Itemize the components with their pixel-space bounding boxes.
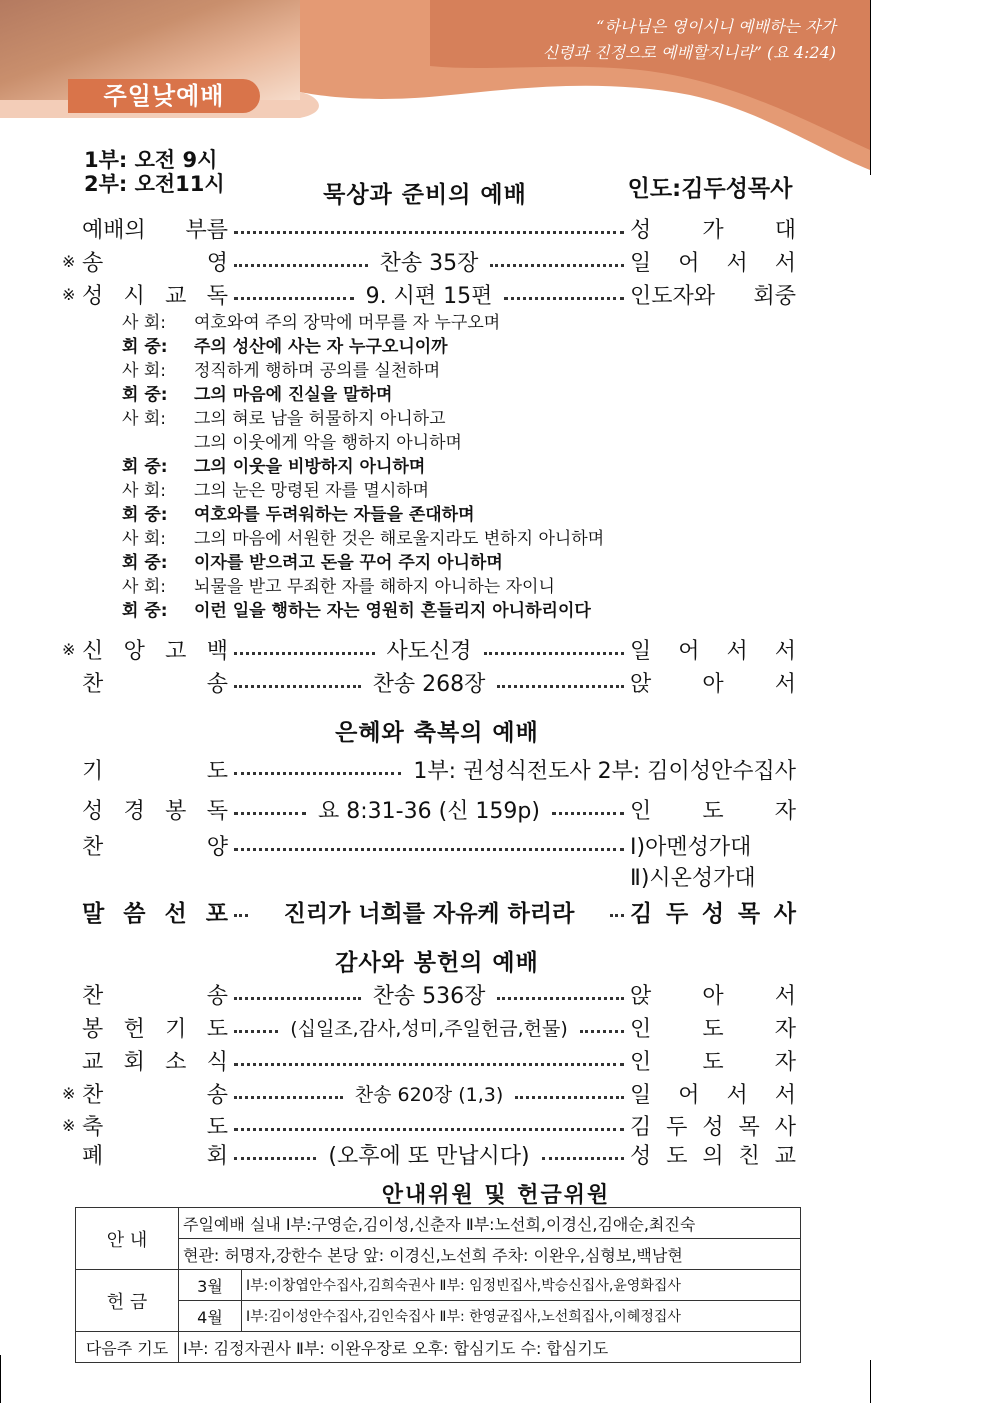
order-label: 찬 양 <box>82 834 228 860</box>
reading-speaker: 사 회: <box>122 313 166 333</box>
reading-line <box>122 431 822 455</box>
order-label: 찬 송 <box>82 1082 228 1108</box>
standing-mark: ※ <box>62 639 76 659</box>
reading-line <box>122 575 822 599</box>
order-right: 인 도 자 <box>630 1049 796 1075</box>
reading-text: 정직하게 행하며 공의를 실천하며 <box>194 361 441 381</box>
reading-speaker: 회 중: <box>122 505 168 525</box>
order-middle: 찬송 35장 <box>379 250 479 276</box>
order-right: 인 도 자 <box>630 798 796 824</box>
order-label: 찬 송 <box>82 671 228 697</box>
leader-dots <box>234 812 306 815</box>
sermon-row <box>62 896 796 926</box>
worship-leader: 인도:김두성목사 <box>627 176 793 202</box>
leader-dots <box>234 1096 343 1099</box>
reading-speaker: 회 중: <box>122 385 168 405</box>
order-label: 교 회 소 식 <box>82 1049 228 1075</box>
guide-label: 안 내 <box>76 1208 179 1270</box>
reading-line <box>122 551 822 575</box>
verse-line: 신령과 진정으로 예배할지니라” (요 4:24) <box>542 43 836 62</box>
standing-mark: ※ <box>62 284 76 304</box>
reading-text: 그의 이웃에게 악을 행하지 아니하며 <box>194 433 462 453</box>
order-middle: 찬송 536장 <box>372 983 486 1009</box>
reading-speaker: 사 회: <box>122 481 166 501</box>
reading-text: 뇌물을 받고 무죄한 자를 해하지 아니하는 자이니 <box>194 577 555 597</box>
order-right: Ⅰ)아멘성가대 <box>630 834 752 860</box>
order-right: 인 도 자 <box>630 1016 796 1042</box>
order-item <box>62 213 796 243</box>
preacher: 김 두 성 목 사 <box>630 900 796 927</box>
order-label: 성 시 교 독 <box>82 283 228 309</box>
order-item <box>62 634 796 664</box>
table-row <box>76 1270 801 1301</box>
leader-dots <box>580 1030 624 1033</box>
order-middle: 요 8:31-36 (신 159p) <box>318 798 540 824</box>
leader-dots <box>234 652 375 655</box>
choir-second: Ⅱ)시온성가대 <box>630 865 756 891</box>
reading-text: 그의 눈은 망령된 자를 멸시하며 <box>194 481 430 501</box>
table-row <box>76 1208 801 1239</box>
order-item <box>62 1139 796 1169</box>
sermon-label: 말 씀 선 포 <box>82 900 228 927</box>
first-service-time: 1부: 오전 9시 <box>84 148 218 172</box>
leader-dots <box>504 297 624 300</box>
order-item <box>62 979 796 1009</box>
reading-line <box>122 479 822 503</box>
order-label: 기 도 <box>82 758 228 784</box>
reading-line <box>122 407 822 431</box>
standing-mark: ※ <box>62 251 76 271</box>
order-right: 성 가 대 <box>630 217 796 243</box>
reading-speaker: 회 중: <box>122 457 168 477</box>
order-item <box>62 794 796 824</box>
reading-speaker: 사 회: <box>122 529 166 549</box>
order-item <box>62 1012 796 1042</box>
leader-dots <box>552 812 624 815</box>
reading-speaker: 사 회: <box>122 577 166 597</box>
next-prayer-label: 다음주 기도 <box>76 1332 179 1363</box>
order-item <box>62 1110 796 1140</box>
order-item <box>62 830 796 860</box>
order-right: 일 어 서 서 <box>630 250 796 276</box>
table-row <box>76 1239 801 1270</box>
order-middle: 9. 시편 15편 <box>365 283 493 309</box>
leader-dots <box>234 264 368 267</box>
reading-text: 주의 성산에 사는 자 누구오니이까 <box>194 337 448 357</box>
section-title-grace: 은혜와 축복의 예배 <box>335 720 539 746</box>
verse-quote <box>456 14 836 66</box>
reading-line <box>122 383 822 407</box>
reading-line <box>122 359 822 383</box>
reading-line <box>122 311 822 335</box>
table-row <box>76 1301 801 1332</box>
reading-text: 그의 이웃을 비방하지 아니하며 <box>194 457 426 477</box>
order-middle: 찬송 620장 (1,3) <box>354 1083 504 1106</box>
order-middle: 사도신경 <box>386 638 472 664</box>
leader-dots <box>515 1096 624 1099</box>
leader-dots <box>490 264 624 267</box>
order-label: 봉 헌 기 도 <box>82 1016 228 1042</box>
order-right: 김 두 성 목 사 <box>630 1114 796 1140</box>
leader-dots <box>234 1157 316 1160</box>
order-label: 예배의 부름 <box>82 217 228 243</box>
order-middle: (오후에 또 만납시다) <box>328 1143 530 1169</box>
reading-line <box>122 335 822 359</box>
verse-line: “하나님은 영이시니 예배하는 자가 <box>596 17 836 36</box>
order-middle: 찬송 268장 <box>372 671 486 697</box>
order-right: 성 도 의 친 교 <box>630 1143 796 1169</box>
offering-label: 헌 금 <box>76 1270 179 1332</box>
reading-text: 여호와를 두려워하는 자들을 존대하며 <box>194 505 475 525</box>
leader-dots <box>234 914 248 917</box>
leader-dots <box>234 297 354 300</box>
guide-row-1: 주일예배 실내 Ⅰ부:구영순,김이성,신춘자 Ⅱ부:노선희,이경신,김애순,최진숙 <box>179 1208 801 1239</box>
reading-speaker: 회 중: <box>122 337 168 357</box>
order-item <box>62 1078 796 1108</box>
order-right: 앉 아 서 <box>630 983 796 1009</box>
leader-dots <box>234 997 361 1000</box>
offering-month: 3월 <box>179 1270 242 1301</box>
reading-speaker: 사 회: <box>122 409 166 429</box>
standing-mark: ※ <box>62 1115 76 1135</box>
leader-dots <box>234 848 624 851</box>
reading-line <box>122 527 822 551</box>
sermon-title: 진리가 너희를 자유케 하리라 <box>283 900 575 927</box>
reading-text: 이자를 받으려고 돈을 꾸어 주지 아니하며 <box>194 553 503 573</box>
leader-dots <box>234 1128 624 1131</box>
reading-text: 그의 마음에 서원한 것은 해로울지라도 변하지 아니하며 <box>194 529 605 549</box>
order-item <box>62 246 796 276</box>
order-label: 성 경 봉 독 <box>82 798 228 824</box>
order-middle: (십일조,감사,성미,주일헌금,헌물) <box>290 1017 568 1040</box>
offering-month: 4월 <box>179 1301 242 1332</box>
reading-text: 그의 마음에 진실을 말하며 <box>194 385 393 405</box>
service-badge: 주일낮예배 <box>68 79 260 113</box>
reading-text: 이런 일을 행하는 자는 영원히 흔들리지 아니하리이다 <box>194 601 591 621</box>
leader-dots <box>484 652 625 655</box>
reading-line <box>122 503 822 527</box>
second-service-time: 2부: 오전11시 <box>84 172 225 196</box>
leader-dots <box>234 1063 624 1066</box>
standing-mark: ※ <box>62 1083 76 1103</box>
table-row <box>76 1332 801 1363</box>
section-title-preparation: 묵상과 준비의 예배 <box>323 182 527 208</box>
order-label: 찬 송 <box>82 983 228 1009</box>
order-right: 인도자와 회중 <box>630 283 797 309</box>
next-prayer: Ⅰ부: 김정자권사 Ⅱ부: 이완우장로 오후: 합심기도 수: 합심기도 <box>179 1332 801 1363</box>
leader-dots <box>542 1157 624 1160</box>
order-item <box>62 861 796 891</box>
reading-text: 그의 혀로 남을 허물하지 아니하고 <box>194 409 446 429</box>
reading-speaker: 회 중: <box>122 601 168 621</box>
order-right: 1부: 권성식전도사 2부: 김이성안수집사 <box>413 758 796 784</box>
order-item <box>62 754 796 784</box>
order-item <box>62 279 796 309</box>
leader-dots <box>497 997 624 1000</box>
right-margin-line <box>870 1360 871 1403</box>
reading-line <box>122 599 822 623</box>
offering-names: Ⅰ부:김이성안수집사,김인숙집사 Ⅱ부: 한영균집사,노선희집사,이혜정집사 <box>242 1301 801 1332</box>
leader-dots <box>234 231 624 234</box>
leader-dots <box>234 772 401 775</box>
order-right: 일 어 서 서 <box>630 638 796 664</box>
order-right: 앉 아 서 <box>630 671 796 697</box>
offering-names: Ⅰ부:이창엽안수집사,김희숙권사 Ⅱ부: 임정빈집사,박승신집사,윤영화집사 <box>242 1270 801 1301</box>
order-item <box>62 1045 796 1075</box>
leader-dots <box>234 685 361 688</box>
leader-dots <box>610 914 624 917</box>
order-label: 축 도 <box>82 1114 228 1140</box>
reading-line <box>122 455 822 479</box>
order-label: 폐 회 <box>82 1143 228 1169</box>
reading-speaker: 사 회: <box>122 361 166 381</box>
order-label: 신 앙 고 백 <box>82 638 228 664</box>
leader-dots <box>234 1030 278 1033</box>
order-right: 일 어 서 서 <box>630 1082 796 1108</box>
order-label: 송 영 <box>82 250 228 276</box>
guide-row-2: 현관: 허명자,강한수 본당 앞: 이경신,노선희 주차: 이완우,심형보,백남현 <box>179 1239 801 1270</box>
staff-title: 안내위원 및 헌금위원 <box>381 1183 611 1208</box>
reading-speaker: 회 중: <box>122 553 168 573</box>
right-margin-line <box>870 0 871 175</box>
order-item <box>62 667 796 697</box>
section-title-thanks: 감사와 봉헌의 예배 <box>335 950 539 976</box>
staff-table <box>75 1207 801 1363</box>
leader-dots <box>497 685 624 688</box>
left-margin-line <box>0 1355 1 1403</box>
reading-text: 여호와여 주의 장막에 머무를 자 누구오며 <box>194 313 501 333</box>
